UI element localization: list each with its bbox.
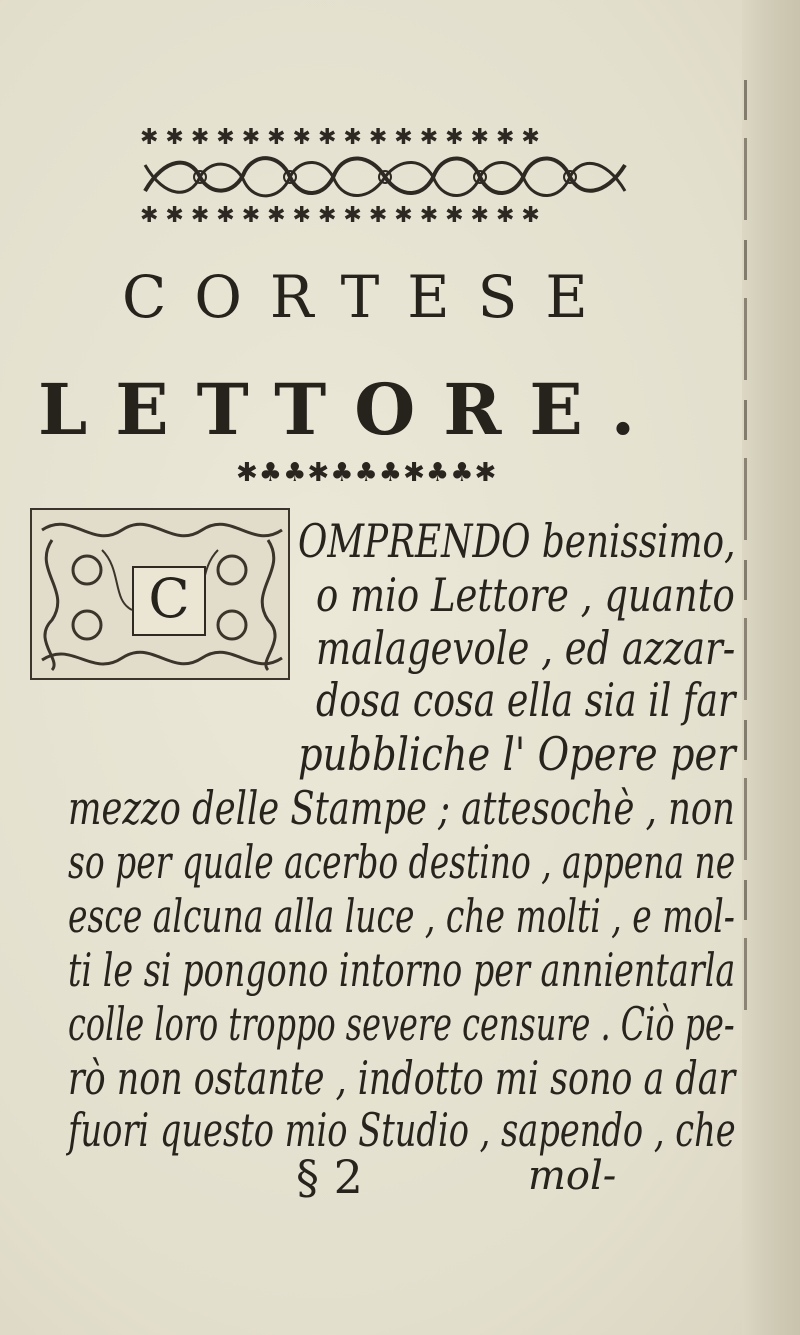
decorated-initial xyxy=(30,508,290,680)
text-line-12: fuori questo mio Studio , sapendo , che xyxy=(68,1103,736,1157)
text-line-3: malagevole , ed azzar- xyxy=(316,621,736,675)
initial-letter: C xyxy=(132,566,206,636)
text-line-2: o mio Lettore , quanto xyxy=(316,568,735,622)
heading-line-1: CORTESE xyxy=(122,263,616,331)
text-line-9: ti le si pongono intorno per annientarla xyxy=(68,943,736,997)
text-line-6: mezzo delle Stampe ; attesochè , non xyxy=(68,781,735,835)
head-ornament xyxy=(140,125,630,240)
text-line-4: dosa cosa ella sia il far xyxy=(316,673,736,727)
binding-edge xyxy=(744,80,747,1010)
signature-mark: § 2 xyxy=(296,1150,363,1204)
text-line-10: colle loro troppo severe censure . Ciò pe- xyxy=(68,997,735,1051)
catchword: mol- xyxy=(528,1153,617,1199)
text-line-1: OMPRENDO benissimo, xyxy=(298,514,736,568)
text-line-11: rò non ostante , indotto mi sono a dar xyxy=(68,1051,736,1105)
ornament-stars-bottom: ✱ ✱ ✱ ✱ ✱ ✱ ✱ ✱ ✱ ✱ ✱ ✱ ✱ ✱ ✱ ✱ xyxy=(140,203,540,228)
text-line-5: pubbliche l' Opere per xyxy=(298,727,736,781)
scroll-ornament-icon xyxy=(140,151,630,203)
ornament-stars-top: ✱ ✱ ✱ ✱ ✱ ✱ ✱ ✱ ✱ ✱ ✱ ✱ ✱ ✱ ✱ ✱ xyxy=(140,125,540,150)
heading-line-2: LETTORE. xyxy=(38,368,664,451)
text-line-8: esce alcuna alla luce , che molti , e mol- xyxy=(68,889,735,943)
fleuron-divider: ✱♣♣✱♣♣♣✱♣♣✱ xyxy=(236,458,498,488)
text-line-7: so per quale acerbo destino , appena ne xyxy=(68,835,736,889)
page-gutter xyxy=(742,0,800,1335)
